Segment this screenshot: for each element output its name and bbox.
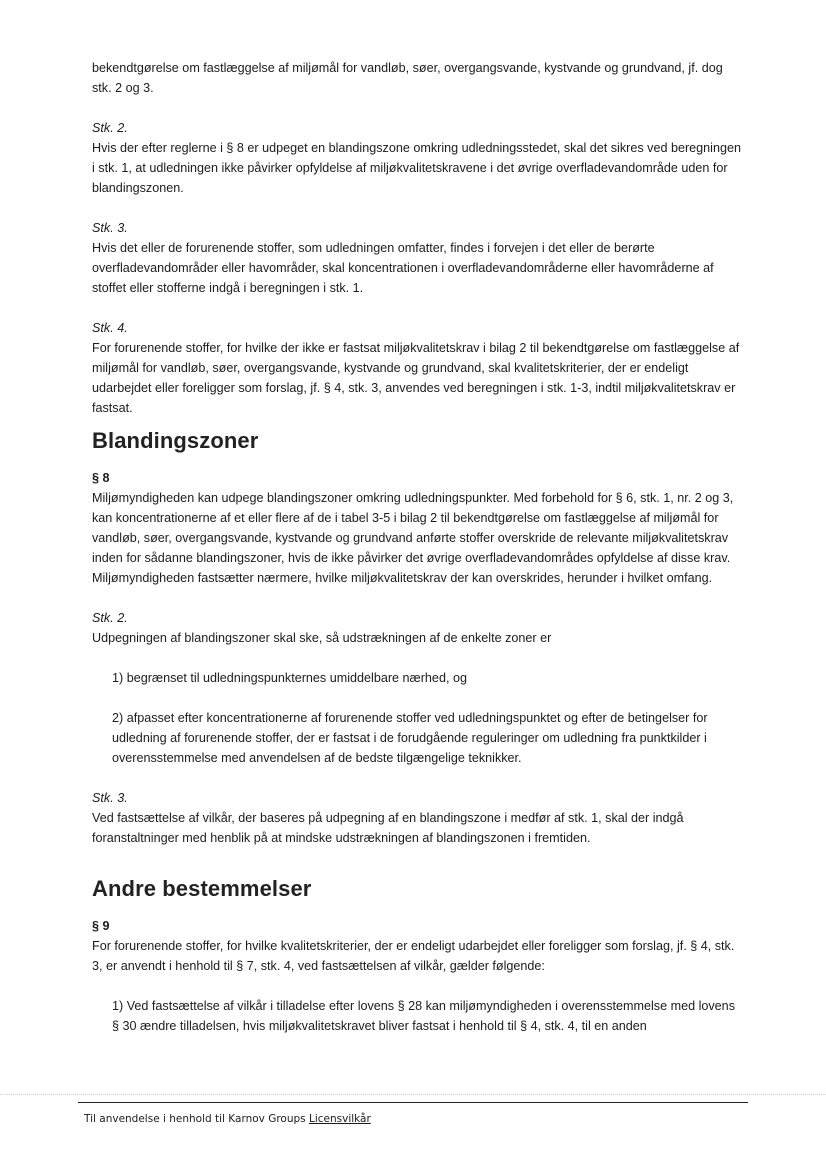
section-9-number: § 9 xyxy=(92,919,110,933)
stk-3-text: Hvis det eller de forurenende stoffer, som udledningen omfatter, findes i forvejen i det eller de berørte overfladevandområder eller havområder, skal koncentrationen i overfladevandområderne eller havområderne af stoffet eller stofferne indgå i beregningen i stk. 1. xyxy=(92,241,714,295)
stk-4-text: For forurenende stoffer, for hvilke der ikke er fastsat miljøkvalitetskrav i bilag 2 til bekendtgørelse om fastlæggelse af miljømål for vandløb, søer, overgangsvande, kystvande og grundvand, skal kvalitetskriterier, der er endeligt udarbejdet eller foreligger som forslag, jf. § 4, stk. 3, anvendes ved beregningen i stk. 1-3, indtil miljøkvalitetskrav er fastsat. xyxy=(92,341,740,415)
footer xyxy=(84,1113,371,1125)
stk-2-text: Hvis der efter reglerne i § 8 er udpeget en blandingszone omkring udledningsstedet, skal det sikres ved beregningen i stk. 1, at udledningen ikke påvirker opfyldelse af miljøkvalitetskravene i det øvrige overfladevandområde uden for blandingszonen. xyxy=(92,141,741,195)
section-8-list-item-1: 1) begrænset til udledningspunkternes umiddelbare nærhed, og xyxy=(112,671,467,685)
stk-3-label: Stk. 3. xyxy=(92,221,128,235)
section-8-stk-2-text: Udpegningen af blandingszoner skal ske, så udstrækningen af de enkelte zoner er xyxy=(92,631,552,645)
heading-blandingszoner: Blandingszoner xyxy=(92,428,259,453)
scan-artifact-line xyxy=(0,1094,826,1095)
paragraph-continuation: bekendtgørelse om fastlæggelse af miljømål for vandløb, søer, overgangsvande, kystvande og grundvand, jf. dog stk. 2 og 3. xyxy=(92,61,723,95)
section-8-stk-3-label: Stk. 3. xyxy=(92,791,128,805)
section-8-stk-3-text: Ved fastsættelse af vilkår, der baseres på udpegning af en blandingszone i medfør af stk. 1, skal der indgå foranstaltninger med henblik på at mindske udstrækningen af blandingszonen i fremtiden. xyxy=(92,811,684,845)
license-terms-link[interactable]: Licensvilkår xyxy=(308,1113,371,1125)
section-8-number: § 8 xyxy=(92,471,110,485)
stk-2-label: Stk. 2. xyxy=(92,121,128,135)
stk-4-label: Stk. 4. xyxy=(92,321,128,335)
section-8-list-item-2: 2) afpasset efter koncentrationerne af forurenende stoffer ved udledningspunktet og efter de betingelser for udledning af forurenende stoffer, der er fastsat i de forudgående reguleringer om udledning fra punktkilder i overensstemmelse med anvendelsen af de bedste tilgængelige teknikker. xyxy=(112,711,708,765)
document-body xyxy=(92,58,742,1036)
heading-andre-bestemmelser: Andre bestemmelser xyxy=(92,876,312,901)
footer-divider xyxy=(78,1102,748,1103)
section-9-list-item-1: 1) Ved fastsættelse af vilkår i tilladelse efter lovens § 28 kan miljømyndigheden i overensstemmelse med lovens § 30 ændre tilladelsen, hvis miljøkvalitetskravet bliver fastsat i henhold til § 4, stk. 4, til en anden xyxy=(112,999,735,1033)
footer-text: Til anvendelse i henhold til Karnov Groups xyxy=(84,1113,309,1125)
section-8-stk-2-label: Stk. 2. xyxy=(92,611,128,625)
section-8-text: Miljømyndigheden kan udpege blandingszoner omkring udledningspunkter. Med forbehold for § 6, stk. 1, nr. 2 og 3, kan koncentrationerne af et eller flere af de i tabel 3-5 i bilag 2 til bekendtgørelse om fastlæggelse af miljømål for vandløb, søer, overgangsvande, kystvande og grundvand anførte stoffer overskride de relevante miljøkvalitetskrav inden for sådanne blandingszoner, hvis de ikke påvirker det øvrige overfladevandområdes opfyldelse af disse krav. Miljømyndigheden fastsætter nærmere, hvilke miljøkvalitetskrav der kan overskrides, herunder i hvilket omfang. xyxy=(92,491,734,585)
section-9-text: For forurenende stoffer, for hvilke kvalitetskriterier, der er endeligt udarbejdet eller foreligger som forslag, jf. § 4, stk. 3, er anvendt i henhold til § 7, stk. 4, ved fastsættelsen af vilkår, gælder følgende: xyxy=(92,939,735,973)
